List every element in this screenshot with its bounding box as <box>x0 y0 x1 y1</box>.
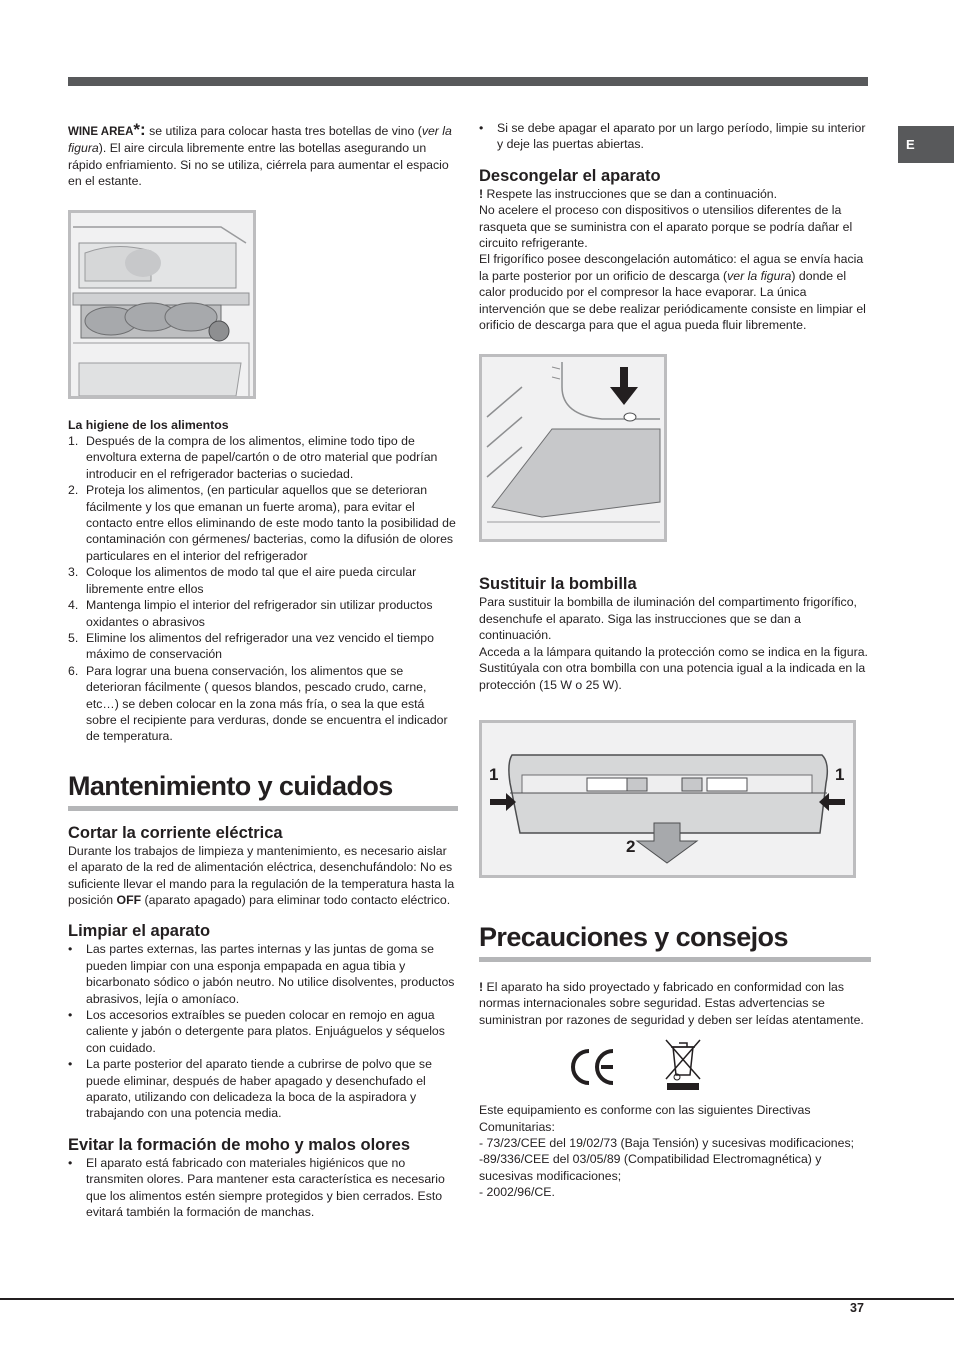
clean-list <box>68 941 458 1121</box>
power-heading: Cortar la corriente eléctrica <box>68 823 283 842</box>
mold-heading: Evitar la formación de moho y malos olores <box>68 1135 411 1154</box>
list-item <box>68 564 458 597</box>
wine-rack-illustration <box>71 213 253 396</box>
bulb-figure <box>479 720 856 878</box>
list-item <box>68 482 458 564</box>
bulb-paragraph-2: Acceda a la lámpara quitando la protección como se indica en la figura. Sustitúyala con otra bombilla con una potencia igual a la indicada en la protección (15 W o 25 W). <box>479 644 868 692</box>
list-item-text: Proteja los alimentos, (en particular aquellos que se deterioran fácilmente y los que emanan un fuerte aroma), para evitar el contacto entre ellos eliminando de este modo tanto la posibilidad de contaminación con gérmenes/ bacterias, como la difusión de olores particulares en el interior del refrigerador <box>86 483 456 563</box>
defrost-paragraph-2: No acelere el proceso con dispositivos o utensilios diferentes de la rasqueta que se suministra con el aparato porque se podría dañar el circuito refrigerante. <box>479 203 853 251</box>
page-number: 37 <box>850 1301 864 1315</box>
top-rule <box>68 77 868 86</box>
list-item-text: Mantenga limpio el interior del refrigerador sin utilizar productos oxidantes o abrasivos <box>86 598 433 629</box>
bullet-item: • Los accesorios extraíbles se pueden colocar en remojo en agua caliente y jabón o detergente para platos. Enjuáguelos y séquelos con cuidado. <box>68 1007 458 1056</box>
list-item-number: 2. <box>68 483 79 498</box>
bullet-item: • La parte posterior del aparato tiende a cubrirse de polvo que se puede eliminar, después de haber apagado y desenchufado el aparato, utilizando con delicadeza la boca de la aspiradora y trabajando con una potencia media. <box>68 1056 458 1122</box>
lamp-cover-illustration <box>482 723 853 875</box>
list-item-text: Elimine los alimentos del refrigerador una vez vencido el tiempo máximo de conservación <box>86 630 434 662</box>
drain-illustration <box>482 357 664 539</box>
maintenance-heading: Mantenimiento y cuidados <box>68 771 458 811</box>
wine-area-title: WINE AREA <box>68 126 134 138</box>
list-item-number: 3. <box>68 565 79 580</box>
wine-area-asterisk: *: <box>133 120 146 139</box>
bulb-paragraph-1: Para sustituir la bombilla de iluminación del compartimento frigorífico, desenchufe el aparato. Siga las instrucciones que se dan a continuación. <box>479 595 857 643</box>
list-item-number: 5. <box>68 630 79 645</box>
ce-mark-icon <box>569 1047 619 1087</box>
list-item-number: 1. <box>68 434 79 449</box>
hygiene-list <box>68 433 458 745</box>
weee-bin-icon <box>663 1037 703 1091</box>
bullet-item: • Si se debe apagar el aparato por un largo período, limpie su interior y deje las puertas abiertas. <box>479 120 871 153</box>
directives-list <box>479 1102 871 1200</box>
defrost-paragraph-3: El frigorífico posee descongelación automático: el agua se envía hacia la parte posterior por un orificio de descarga (ver la figura) donde el calor producido por el compresor la hace evaporar. La única intervención que se debe realizar periódicamente consiste en limpiar el orificio de descarga para que el agua pueda fluir libremente. <box>479 252 866 333</box>
list-item-number: 6. <box>68 663 79 678</box>
precautions-heading: Precauciones y consejos <box>479 922 871 962</box>
switch-off-list <box>479 120 871 153</box>
directive-line: -89/336/CEE del 03/05/89 (Compatibilidad Electromagnética) y sucesivas modificaciones; <box>479 1152 822 1183</box>
footer-rule <box>0 1298 954 1300</box>
fig-label-2: 2 <box>626 836 636 856</box>
list-item <box>68 433 458 482</box>
fig-label-1-right: 1 <box>835 764 845 784</box>
precautions-paragraph: ! El aparato ha sido proyectado y fabricado en conformidad con las normas internacionales sobre seguridad. Estas advertencias se suministran por razones de seguridad y deben ser leídas atentamente. <box>479 979 864 1027</box>
directive-line: - 2002/96/CE. <box>479 1185 555 1200</box>
list-item <box>68 663 458 745</box>
compliance-icons <box>479 1037 871 1093</box>
defrost-heading: Descongelar el aparato <box>479 166 661 185</box>
directive-line: - 73/23/CEE del 19/02/73 (Baja Tensión) y sucesivas modificaciones; <box>479 1135 855 1150</box>
list-item-text: Después de la compra de los alimentos, elimine todo tipo de envoltura externa de papel/cartón o de otro material que podrían introducir en el refrigerador bacterias o suciedad. <box>86 434 438 481</box>
list-item-text: Coloque los alimentos de modo tal que el aire pueda circular libremente entre ellos <box>86 565 417 596</box>
fig-label-1-left: 1 <box>489 764 499 784</box>
list-item-text: Para lograr una buena conservación, los alimentos que se deterioran fácilmente ( quesos blandos, pescado crudo, carne, etc…) se deben colocar en la zona más fría, o sea la que está sobre el recipiente para verduras, donde se encuentra el indicador de temperatura. <box>86 663 448 744</box>
mold-list <box>68 1155 458 1221</box>
defrost-drain-figure <box>479 354 667 542</box>
wine-rack-figure <box>68 210 256 399</box>
left-column <box>68 122 458 1220</box>
bullet-item: • Las partes externas, las partes internas y las juntas de goma se pueden limpiar con una esponja empapada en agua tibia y bicarbonato sódico o jabón neutro. No utilice disolventes, productos abrasivos, lejía o amoníaco. <box>68 941 458 1007</box>
language-tab: E <box>898 126 954 163</box>
list-item <box>68 630 458 663</box>
defrost-paragraph-1: ! Respete las instrucciones que se dan a continuación. <box>479 186 778 201</box>
list-item-number: 4. <box>68 598 79 613</box>
directive-line: Este equipamiento es conforme con las siguientes Directivas Comunitarias: <box>479 1103 811 1134</box>
power-paragraph: Durante los trabajos de limpieza y mantenimiento, es necesario aislar el aparato de la red de alimentación eléctrica, desenchufándolo: No es suficiente llevar el mando para la regulación de la temperatura hasta la posición OFF (aparato apagado) para eliminar todo contacto eléctrico. <box>68 843 455 907</box>
bulb-heading: Sustituir la bombilla <box>479 575 637 594</box>
hygiene-title: La higiene de los alimentos <box>68 417 229 432</box>
right-column <box>479 120 871 1201</box>
clean-heading: Limpiar el aparato <box>68 922 211 941</box>
wine-area-paragraph: WINE AREA*: se utiliza para colocar hasta tres botellas de vino (ver la figura). El aire circula libremente entre las botellas asegurando un rápido enfriamiento. Si no se utiliza, ciérrela para aumentar el espacio en el estante. <box>68 120 452 189</box>
bullet-item: • El aparato está fabricado con materiales higiénicos que no transmiten olores. Para mantener esta característica es necesario que los alimentos estén siempre protegidos y bien cerrados. Esto evitará también la formación de manchas. <box>68 1155 458 1221</box>
list-item <box>68 597 458 630</box>
